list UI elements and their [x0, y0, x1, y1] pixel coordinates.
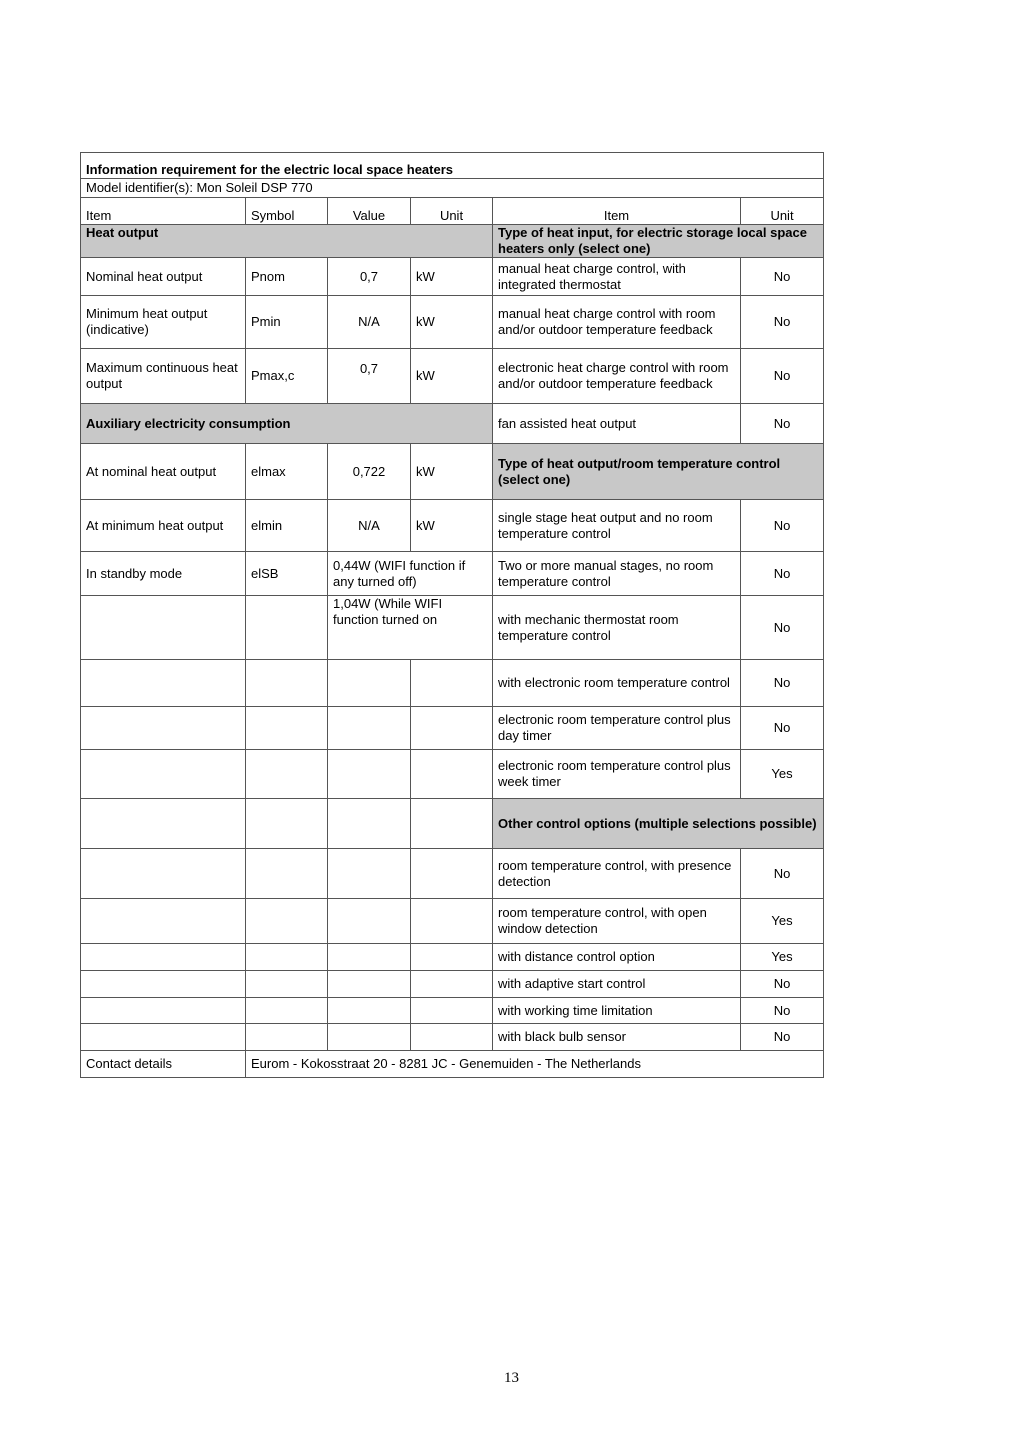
- control-item: electronic heat charge control with room and/or outdoor temperature feedback: [493, 349, 741, 404]
- empty-cell: [81, 799, 246, 849]
- row-value: 1,04W (While WIFI function turned on: [328, 596, 493, 660]
- empty-cell: [411, 707, 493, 750]
- empty-cell: [328, 944, 411, 971]
- control-value: No: [741, 596, 824, 660]
- empty-cell: [328, 971, 411, 998]
- table-title: Information requirement for the electric local space heaters: [81, 153, 824, 179]
- control-value: No: [741, 404, 824, 444]
- section-heat-input-type: Type of heat input, for electric storage local space heaters only (select one): [493, 225, 824, 258]
- empty-cell: [328, 660, 411, 707]
- empty-cell: [411, 799, 493, 849]
- control-item: with distance control option: [493, 944, 741, 971]
- empty-cell: [81, 849, 246, 899]
- row-item: At nominal heat output: [81, 444, 246, 500]
- control-item: manual heat charge control, with integrated thermostat: [493, 258, 741, 296]
- page-number: 13: [504, 1370, 519, 1386]
- empty-cell: [81, 660, 246, 707]
- row-item: Minimum heat output (indicative): [81, 296, 246, 349]
- empty-cell: [328, 899, 411, 944]
- header-item: Item: [81, 198, 246, 225]
- contact-label: Contact details: [81, 1051, 246, 1078]
- info-requirement-table: [80, 152, 824, 1078]
- row-unit: kW: [411, 500, 493, 552]
- row-item: At minimum heat output: [81, 500, 246, 552]
- section-aux-consumption: Auxiliary electricity consumption: [81, 404, 493, 444]
- row-value: 0,722: [328, 444, 411, 500]
- empty-cell: [81, 750, 246, 799]
- control-item: manual heat charge control with room and/or outdoor temperature feedback: [493, 296, 741, 349]
- control-item: electronic room temperature control plus week timer: [493, 750, 741, 799]
- control-value: No: [741, 500, 824, 552]
- control-value: No: [741, 971, 824, 998]
- empty-cell: [328, 849, 411, 899]
- empty-cell: [411, 750, 493, 799]
- empty-cell: [411, 849, 493, 899]
- control-item: single stage heat output and no room temperature control: [493, 500, 741, 552]
- section-heat-output-control: Type of heat output/room temperature control (select one): [493, 444, 824, 500]
- empty-cell: [246, 660, 328, 707]
- empty-cell: [411, 998, 493, 1024]
- empty-cell: [246, 849, 328, 899]
- control-value: No: [741, 552, 824, 596]
- row-symbol: elSB: [246, 552, 328, 596]
- empty-cell: [328, 799, 411, 849]
- control-value: No: [741, 849, 824, 899]
- header-unit-right: Unit: [741, 198, 824, 225]
- empty-cell: [81, 899, 246, 944]
- row-unit: kW: [411, 296, 493, 349]
- empty-cell: [81, 1024, 246, 1051]
- control-value: No: [741, 349, 824, 404]
- control-value: Yes: [741, 750, 824, 799]
- empty-cell: [81, 944, 246, 971]
- empty-cell: [411, 971, 493, 998]
- empty-cell: [81, 971, 246, 998]
- control-item: with electronic room temperature control: [493, 660, 741, 707]
- header-symbol: Symbol: [246, 198, 328, 225]
- empty-cell: [411, 1024, 493, 1051]
- empty-cell: [246, 899, 328, 944]
- row-value: 0,44W (WIFI function if any turned off): [328, 552, 493, 596]
- row-symbol: elmax: [246, 444, 328, 500]
- row-symbol: elmin: [246, 500, 328, 552]
- row-value: 0,7: [328, 258, 411, 296]
- empty-cell: [411, 899, 493, 944]
- model-identifier: Model identifier(s): Mon Soleil DSP 770: [81, 179, 824, 198]
- control-value: No: [741, 296, 824, 349]
- contact-value: Eurom - Kokosstraat 20 - 8281 JC - Genemuiden - The Netherlands: [246, 1051, 824, 1078]
- control-value: Yes: [741, 899, 824, 944]
- empty-cell: [328, 1024, 411, 1051]
- section-other-controls: Other control options (multiple selections possible): [493, 799, 824, 849]
- empty-cell: [246, 971, 328, 998]
- section-heat-output: Heat output: [81, 225, 493, 258]
- empty-cell: [246, 799, 328, 849]
- empty-cell: [411, 660, 493, 707]
- row-unit: kW: [411, 444, 493, 500]
- row-item: Maximum continuous heat output: [81, 349, 246, 404]
- row-symbol: Pnom: [246, 258, 328, 296]
- header-unit: Unit: [411, 198, 493, 225]
- empty-cell: [246, 998, 328, 1024]
- empty-cell: [246, 1024, 328, 1051]
- empty-cell: [81, 707, 246, 750]
- control-item: room temperature control, with open window detection: [493, 899, 741, 944]
- control-item: with mechanic thermostat room temperature control: [493, 596, 741, 660]
- control-value: No: [741, 660, 824, 707]
- control-item: with black bulb sensor: [493, 1024, 741, 1051]
- row-value: 0,7: [328, 349, 411, 404]
- empty-cell: [246, 750, 328, 799]
- empty-cell: [328, 750, 411, 799]
- control-value: No: [741, 1024, 824, 1051]
- control-item: with adaptive start control: [493, 971, 741, 998]
- header-value: Value: [328, 198, 411, 225]
- row-item-empty: [81, 596, 246, 660]
- control-item: room temperature control, with presence detection: [493, 849, 741, 899]
- header-item-right: Item: [493, 198, 741, 225]
- row-symbol: Pmax,c: [246, 349, 328, 404]
- row-item: Nominal heat output: [81, 258, 246, 296]
- control-item: electronic room temperature control plus day timer: [493, 707, 741, 750]
- control-item: with working time limitation: [493, 998, 741, 1024]
- empty-cell: [246, 707, 328, 750]
- empty-cell: [81, 998, 246, 1024]
- control-value: No: [741, 707, 824, 750]
- row-unit: kW: [411, 258, 493, 296]
- row-item: In standby mode: [81, 552, 246, 596]
- row-value: N/A: [328, 500, 411, 552]
- empty-cell: [411, 944, 493, 971]
- control-item: fan assisted heat output: [493, 404, 741, 444]
- control-value: Yes: [741, 944, 824, 971]
- control-value: No: [741, 998, 824, 1024]
- control-item: Two or more manual stages, no room temperature control: [493, 552, 741, 596]
- row-symbol-empty: [246, 596, 328, 660]
- row-symbol: Pmin: [246, 296, 328, 349]
- empty-cell: [246, 944, 328, 971]
- row-value: N/A: [328, 296, 411, 349]
- control-value: No: [741, 258, 824, 296]
- empty-cell: [328, 707, 411, 750]
- row-unit: kW: [411, 349, 493, 404]
- empty-cell: [328, 998, 411, 1024]
